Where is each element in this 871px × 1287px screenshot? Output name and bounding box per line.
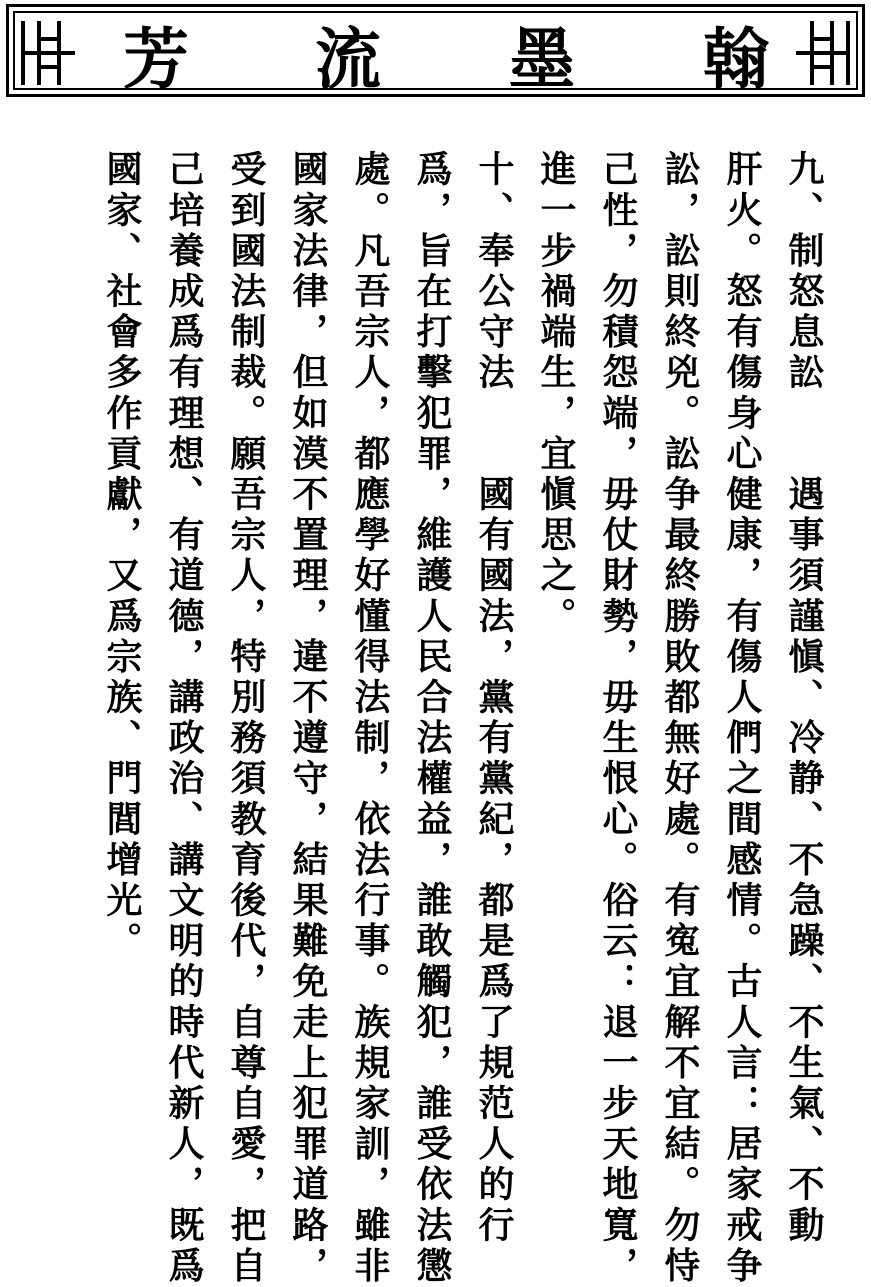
header-title-char-1: 芳 bbox=[123, 20, 189, 98]
text-column-12: 國家、社會多作貢獻，又爲宗族、門閭增光。 bbox=[101, 150, 143, 962]
text-column-2: 肝火。怒有傷身心健康，有傷人們之間感情。古人言：居家戒争 bbox=[721, 150, 763, 1287]
text-column-7: 爲，旨在打擊犯罪，維護人民合法權益，誰敢觸犯，誰受依法懲 bbox=[411, 150, 453, 1287]
text-column-9: 國家法律，但如漠不置理，違不遵守，結果難免走上犯罪道路， bbox=[287, 150, 329, 1287]
text-column-6: 十、奉公守法 國有國法，黨有黨紀，都是爲了規范人的行 bbox=[473, 150, 515, 1247]
fret-ornament-right-icon bbox=[792, 19, 852, 89]
text-column-3: 訟，訟則終兇。訟争最終勝敗都無好處。有寃宜解不宜結。勿恃 bbox=[659, 150, 701, 1287]
text-column-5: 進一步禍端生，宜愼思之。 bbox=[535, 150, 577, 638]
text-column-8: 處。凡吾宗人，都應學好懂得法制，依法行事。族規家訓，雖非 bbox=[349, 150, 391, 1287]
header-title-char-2: 流 bbox=[315, 20, 381, 98]
header-inner-border bbox=[13, 11, 858, 98]
text-column-4: 己性，勿積怨端，毋仗財勢，毋生恨心。俗云：退一步天地寬， bbox=[597, 150, 639, 1287]
text-column-10: 受到國法制裁。願吾宗人，特別務須教育後代，自尊自愛，把自 bbox=[225, 150, 267, 1287]
text-column-1: 九、制怒息訟 遇事須謹愼、冷静、不急躁、不生氣、不動 bbox=[783, 150, 825, 1247]
header-title-char-4: 翰 bbox=[703, 20, 769, 98]
fret-ornament-left-icon bbox=[19, 19, 79, 89]
header-title-char-3: 墨 bbox=[509, 20, 575, 98]
text-column-11: 己培養成爲有理想、有道德，講政治、講文明的時代新人，既爲 bbox=[163, 150, 205, 1287]
header-banner bbox=[6, 4, 865, 97]
